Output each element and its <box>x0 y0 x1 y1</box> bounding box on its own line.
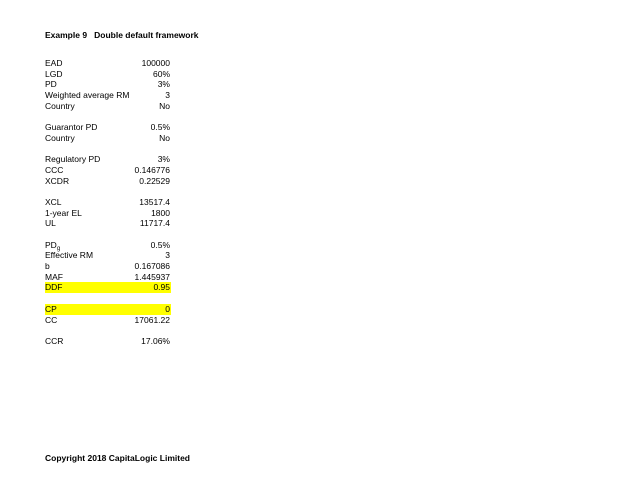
row-label <box>45 261 50 272</box>
table-row <box>45 197 171 208</box>
row-label <box>45 90 129 101</box>
row-label <box>45 315 57 326</box>
table-row <box>45 250 171 261</box>
row-label <box>45 69 62 80</box>
row-label <box>45 272 63 283</box>
table-row <box>45 272 171 283</box>
row-value: 13517.4 <box>139 196 170 207</box>
table-row <box>45 282 171 293</box>
row-value: 1800 <box>151 207 170 218</box>
row-value: 3 <box>165 250 170 261</box>
row-label-text: UL <box>45 218 56 229</box>
blank-row <box>45 229 171 240</box>
table-row <box>45 304 171 315</box>
row-value: 0.22529 <box>139 175 170 186</box>
table-row <box>45 101 171 112</box>
row-label <box>45 133 75 144</box>
row-value: 100000 <box>141 58 170 68</box>
row-label-text: CP <box>45 303 57 314</box>
row-label-text: Country <box>45 100 75 111</box>
table-row <box>45 315 171 326</box>
table-row <box>45 261 171 272</box>
row-label-text: MAF <box>45 271 63 282</box>
row-label-text: XCDR <box>45 175 70 186</box>
row-label <box>45 208 82 219</box>
table-row <box>45 240 171 251</box>
row-label-text: CCC <box>45 164 64 175</box>
table-row <box>45 154 171 165</box>
row-value: 0.146776 <box>134 164 170 175</box>
blank-row <box>45 111 171 122</box>
table-row <box>45 133 171 144</box>
row-label <box>45 176 69 187</box>
row-label <box>45 122 97 133</box>
row-label-subscript: g <box>56 245 61 252</box>
row-value: 0 <box>165 303 170 314</box>
row-label <box>45 165 63 176</box>
blank-row <box>45 186 171 197</box>
row-value: 17.06% <box>141 335 170 346</box>
row-value: 0.95 <box>153 282 170 293</box>
row-label-text: Country <box>45 132 75 143</box>
row-label <box>45 154 100 165</box>
row-value: 60% <box>152 68 170 79</box>
row-value: No <box>159 100 170 111</box>
row-label-text: 1-year EL <box>45 207 82 218</box>
row-value: 3 <box>165 90 170 101</box>
table-row <box>45 90 171 101</box>
table-row <box>45 176 171 187</box>
row-label <box>45 58 62 69</box>
row-label-text: CCR <box>45 335 64 346</box>
row-label <box>45 250 93 261</box>
table-row <box>45 58 171 69</box>
row-label-text: PD <box>45 239 57 250</box>
row-value: No <box>159 132 170 143</box>
row-value: 0.167086 <box>134 261 170 272</box>
row-label-text: PD <box>45 79 57 90</box>
parameter-table <box>45 58 171 347</box>
row-label-text: Regulatory PD <box>45 154 101 165</box>
row-value: 11717.4 <box>139 218 170 229</box>
blank-row <box>45 293 171 304</box>
row-label <box>45 240 60 251</box>
table-row <box>45 218 171 229</box>
table-row <box>45 336 171 347</box>
table-row <box>45 122 171 133</box>
example-title: Example 9 Double default framework <box>45 30 199 40</box>
row-label-text: EAD <box>45 58 63 68</box>
row-label-text: Guarantor PD <box>45 122 98 133</box>
table-row <box>45 208 171 219</box>
row-value: 17061.22 <box>134 314 170 325</box>
row-label <box>45 282 62 293</box>
row-label-text: LGD <box>45 68 63 79</box>
row-value: 0.5% <box>150 122 170 133</box>
blank-row <box>45 144 171 155</box>
copyright-footer: Copyright 2018 CapitaLogic Limited <box>45 453 190 463</box>
row-label <box>45 218 56 229</box>
row-label <box>45 336 63 347</box>
row-label-text: DDF <box>45 282 63 293</box>
row-value: 3% <box>157 154 170 165</box>
table-row <box>45 165 171 176</box>
row-label <box>45 197 62 208</box>
row-value: 1.445937 <box>134 271 170 282</box>
row-label-text: XCL <box>45 196 62 207</box>
row-value: 0.5% <box>150 239 170 250</box>
row-value: 3% <box>157 79 170 90</box>
row-label-text: CC <box>45 314 58 325</box>
row-label <box>45 101 75 112</box>
blank-row <box>45 325 171 336</box>
table-row <box>45 69 171 80</box>
row-label <box>45 304 57 315</box>
table-row <box>45 79 171 90</box>
row-label-text: b <box>45 261 50 272</box>
row-label-text: Weighted average RM <box>45 90 130 101</box>
row-label-text: Effective RM <box>45 250 94 261</box>
row-label <box>45 79 57 90</box>
